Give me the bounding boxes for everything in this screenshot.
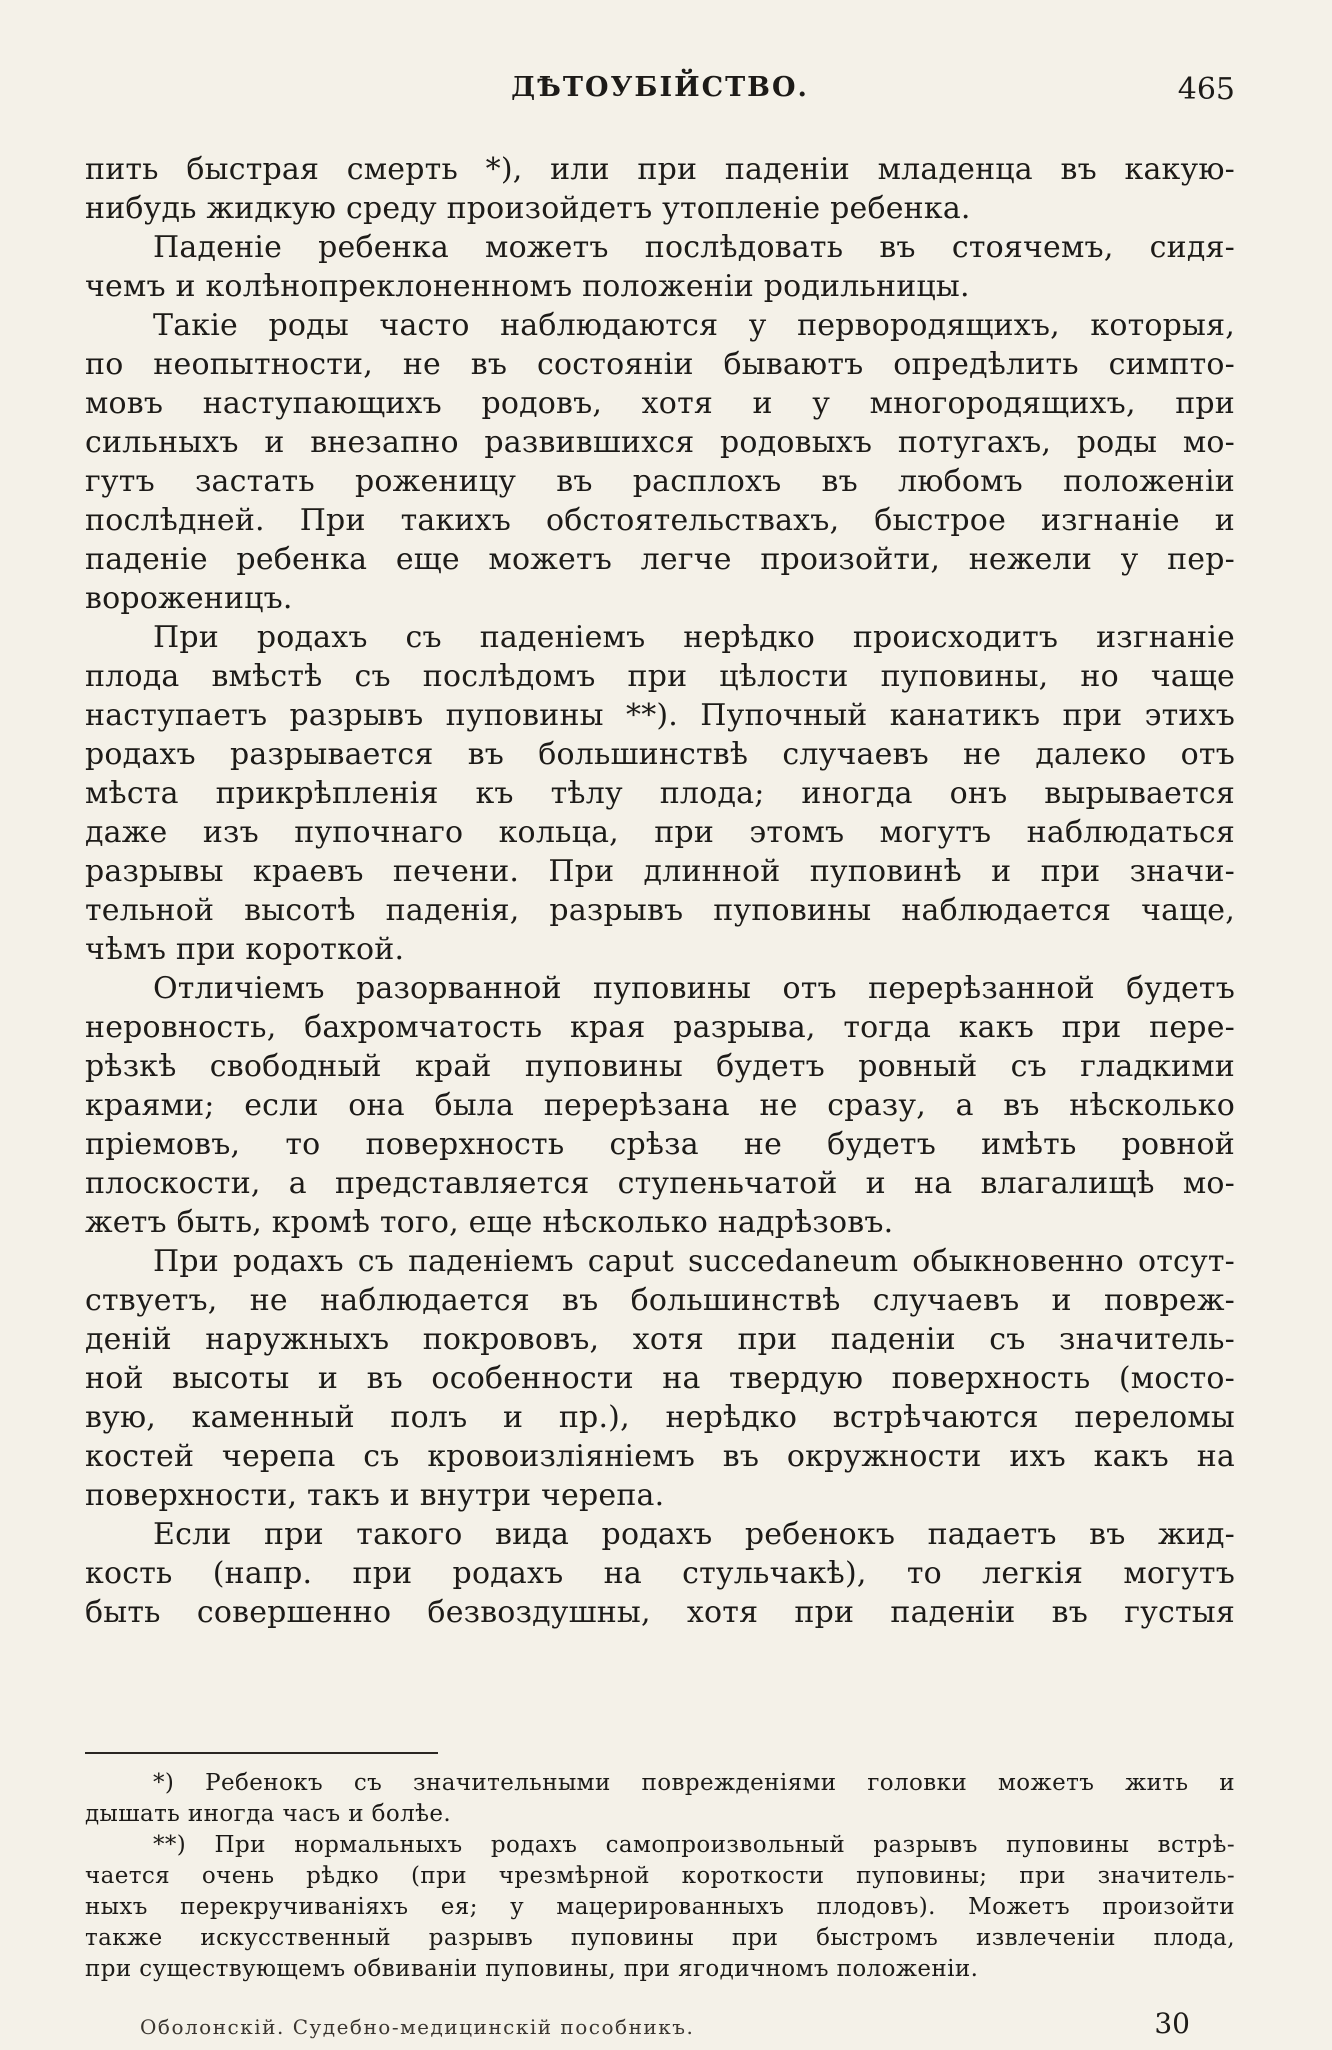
footnotes [85,1768,1235,1985]
text-line: ствуетъ, не наблюдается въ большинствѣ случаевъ и повреж- [85,1283,1235,1318]
footnote-line: дышать иногда часъ и болѣе. [85,1801,452,1827]
text-line: Если при такого вида родахъ ребенокъ падаетъ въ жид- [153,1517,1235,1552]
text-line: наступаетъ разрывъ пуповины **). Пупочный канатикъ при этихъ [85,698,1235,733]
text-line: неровность, бахромчатость края разрыва, тогда какъ при пере- [85,1010,1235,1045]
text-line: Паденіе ребенка можетъ послѣдовать въ стоячемъ, сидя- [153,230,1235,265]
text-line: тельной высотѣ паденія, разрывъ пуповины наблюдается чаще, [85,893,1235,928]
text-line: родахъ разрывается въ большинствѣ случаевъ не далеко отъ [85,737,1235,772]
text-line: нибудь жидкую среду произойдетъ утопленіе ребенка. [85,191,971,226]
text-line: костей черепа съ кровоизліяніемъ въ окружности ихъ какъ на [85,1439,1235,1474]
page-number: 465 [1177,72,1235,107]
text-line: плоскости, а представляется ступеньчатой и на влагалищѣ мо- [85,1166,1235,1201]
text-line: краями; если она была перерѣзана не сразу, а въ нѣсколько [85,1088,1235,1123]
text-line: даже изъ пупочнаго кольца, при этомъ могутъ наблюдаться [85,815,1235,850]
text-line: послѣдней. При такихъ обстоятельствахъ, быстрое изгнаніе и [85,503,1235,538]
text-line: сильныхъ и внезапно развившихся родовыхъ потугахъ, роды мо- [85,425,1235,460]
footnote-line: также искусственный разрывъ пуповины при быстромъ извлеченіи плода, [85,1925,1235,1951]
running-head [85,72,1235,112]
printer-signature: Оболонскій. Судебно-медицинскій пособникъ. [140,2015,695,2039]
footnote-line: при существующемъ обвиваніи пуповины, при ягодичномъ положеніи. [85,1956,979,1982]
text-line: чѣмъ при короткой. [85,932,405,967]
text-line: При родахъ съ паденіемъ нерѣдко происходитъ изгнаніе [153,620,1235,655]
text-line: Отличіемъ разорванной пуповины отъ перерѣзанной будетъ [153,971,1235,1006]
text-line: жетъ быть, кромѣ того, еще нѣсколько надрѣзовъ. [85,1205,894,1240]
text-line: При родахъ съ паденіемъ caput succedaneum обыкновенно отсут- [153,1244,1235,1279]
text-line: пріемовъ, то поверхность срѣза не будетъ имѣть ровной [85,1127,1235,1162]
footnote-line: **) При нормальныхъ родахъ самопроизвольный разрывъ пуповины встрѣ- [153,1832,1235,1858]
text-line: вороженицъ. [85,581,293,616]
footnote-line: *) Ребенокъ съ значительными поврежденіями головки можетъ жить и [153,1770,1235,1796]
sheet-number: 30 [1154,2007,1190,2040]
text-line: быть совершенно безвоздушны, хотя при паденіи въ густыя [85,1595,1235,1630]
text-line: пить быстрая смерть *), или при паденіи младенца въ какую- [85,152,1235,187]
text-line: по неопытности, не въ состояніи бываютъ опредѣлить симпто- [85,347,1235,382]
text-line: чемъ и колѣнопреклоненномъ положеніи родильницы. [85,269,970,304]
text-line: Такіе роды часто наблюдаются у первородящихъ, которыя, [153,308,1235,343]
text-line: гутъ застать роженицу въ расплохъ въ любомъ положеніи [85,464,1235,499]
text-line: рѣзкѣ свободный край пуповины будетъ ровный съ гладкими [85,1049,1235,1084]
text-line: кость (напр. при родахъ на стульчакѣ), то легкія могутъ [85,1556,1235,1591]
text-line: вую, каменный полъ и пр.), нерѣдко встрѣчаются переломы [85,1400,1235,1435]
footnote-line: ныхъ перекручиваніяхъ ея; у мацерированныхъ плодовъ). Можетъ произойти [85,1894,1235,1920]
text-line: деній наружныхъ покрововъ, хотя при паденіи съ значитель- [85,1322,1235,1357]
text-line: ной высоты и въ особенности на твердую поверхность (мосто- [85,1361,1235,1396]
page-foot [140,2007,1190,2045]
text-line: мѣста прикрѣпленія къ тѣлу плода; иногда онъ вырывается [85,776,1235,811]
footnote-divider [85,1752,438,1754]
footnote-line: чается очень рѣдко (при чрезмѣрной короткости пуповины; при значитель- [85,1863,1235,1889]
running-title: ДѢТОУБІЙСТВО. [511,72,809,103]
text-line: поверхности, такъ и внутри черепа. [85,1478,665,1513]
body-text [85,150,1235,1632]
text-line: паденіе ребенка еще можетъ легче произойти, нежели у пер- [85,542,1235,577]
text-line: плода вмѣстѣ съ послѣдомъ при цѣлости пуповины, но чаще [85,659,1235,694]
text-line: разрывы краевъ печени. При длинной пуповинѣ и при значи- [85,854,1235,889]
text-line: мовъ наступающихъ родовъ, хотя и у многородящихъ, при [85,386,1235,421]
